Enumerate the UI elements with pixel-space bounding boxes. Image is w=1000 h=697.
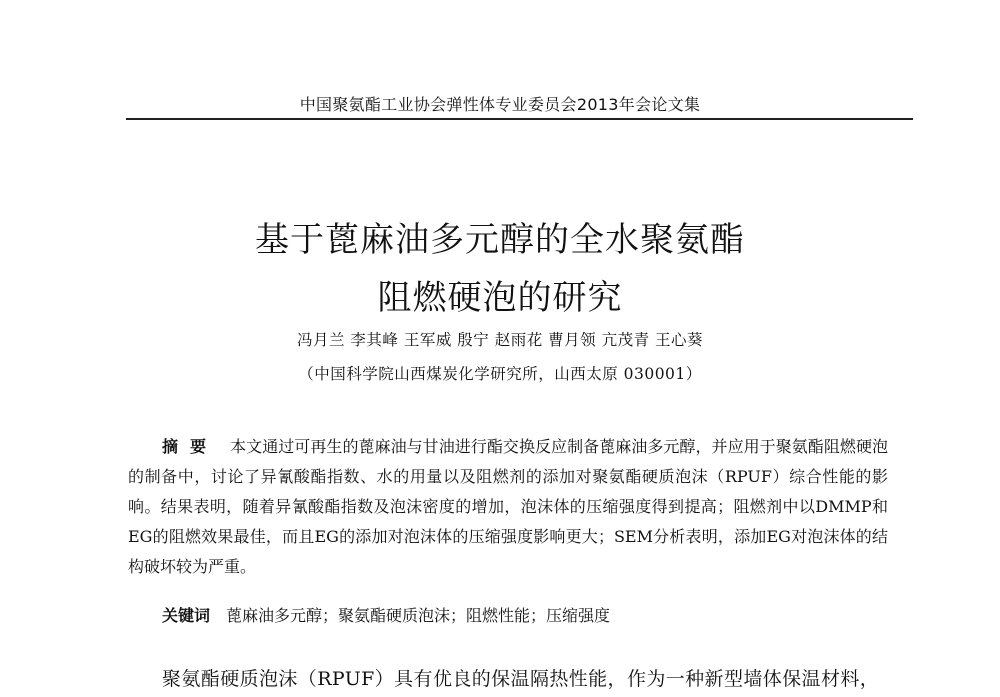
author-list: 冯月兰 李其峰 王军威 殷宁 赵雨花 曹月领 亢茂青 王心葵 [297,331,703,349]
abstract-label: 摘要 [162,437,219,456]
body-paragraph: 聚氨酯硬质泡沫（RPUF）具有优良的保温隔热性能，作为一种新型墙体保温材料， [162,668,880,690]
paper-title-line-1: 基于蓖麻油多元醇的全水聚氨酯 [255,220,745,260]
running-header: 中国聚氨酯工业协会弹性体专业委员会2013年会论文集 [299,95,701,114]
keywords-label: 关键词 [162,606,211,625]
abstract-block [128,432,888,582]
affiliation: （中国科学院山西煤炭化学研究所，山西太原 030001） [298,365,702,383]
keywords-text: 蓖麻油多元醇；聚氨酯硬质泡沫；阻燃性能；压缩强度 [226,606,611,625]
abstract-text: 本文通过可再生的蓖麻油与甘油进行酯交换反应制备蓖麻油多元醇，并应用于聚氨酯阻燃硬泡的制备中，讨论了异氰酸酯指数、水的用量以及阻燃剂的添加对聚氨酯硬质泡沫（RPUF）综合性能的影响。结果表明，随着异氰酸酯指数及泡沫密度的增加，泡沫体的压缩强度得到提高；阻燃剂中以DMMP和EG的阻燃效果最佳，而且EG的添加对泡沫体的压缩强度影响更大；SEM分析表明，添加EG对泡沫体的结构破坏较为严重。 [128,437,888,576]
keywords-block [162,603,882,626]
paper-title-line-2: 阻燃硬泡的研究 [377,278,623,318]
header-divider [126,118,913,120]
